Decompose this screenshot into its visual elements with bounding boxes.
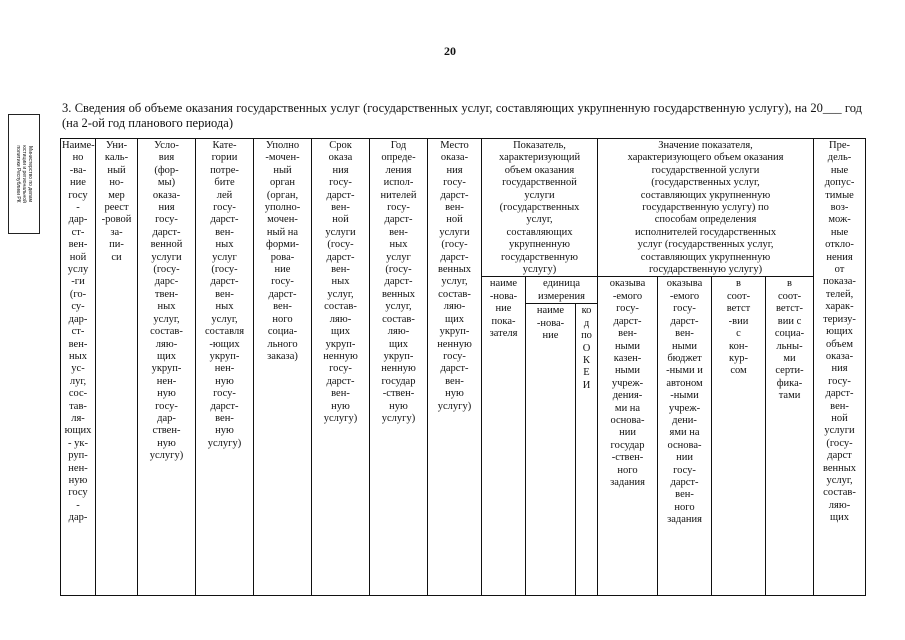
header-consumer-categories: Кате- гории потре- бите лей госу- дарст- вен- ных услуг (госу- дарст- вен- ных услуг, составля -ющих укруп- нен- ную госу- дарст- вен- ную услугу) <box>196 139 254 596</box>
header-value-group: Значение показателя, характеризующего объем оказания государственной услуги (государственных услуг, составляющих укрупненную государственную услугу) по способам определения исполнителей государственных услуг (государственных услуг, составляющих укрупненную государственную услугу) <box>598 139 814 277</box>
header-value-certificates: в соот- ветст- вии с социа- льны- ми серти- фика- тами <box>766 277 814 596</box>
stamp-line: юстиции и региональной <box>21 145 27 203</box>
header-indicator-group: Показатель, характеризующий объем оказания государственной услуги (государственных услуг, составляющих укрупненную государственную услугу) <box>482 139 598 277</box>
header-deviations: Пре- дель- ные допус- тимые воз- мож- ные откло- нения от показа- телей, харак- теризу- ющих объем оказа- ния госу- дарст- вен- ной услуги (госу- дарст венных услуг, состав- ляю- щих <box>814 139 866 596</box>
header-service-name: Наиме- но -ва- ние госу - дар- ст- вен- ной услу -ги (го- су- дар- ст- вен- ных ус- луг, сос- тав- ля- ющих - ук- руп- нен- ную госу - дар- <box>61 139 96 596</box>
header-unique-number: Уни- каль- ный но- мер реест -ровой за- пи- си <box>96 139 138 596</box>
header-service-term: Срок оказа ния госу- дарст- вен- ной услуги (госу- дарст- вен- ных услуг, состав- ляю- щих укруп- ненную госу- дарст- вен- ную услугу) <box>312 139 370 596</box>
header-value-budget-institutions: оказыва -емого госу- дарст- вен- ными бюджет -ными и автоном -ными учреж- дени- ями на основа- нии госу- дарст- вен- ного задания <box>658 277 712 596</box>
header-executor-year: Год опреде- ления испол- нителей госу- дарст- вен- ных услуг (госу- дарст- венных услуг, состав- ляю- щих укруп- ненную государ -ствен- ную услугу) <box>370 139 428 596</box>
header-indicator-name: наиме -нова- ние пока- зателя <box>482 277 526 596</box>
section-heading <box>62 101 862 131</box>
section-heading-line-2: услугу), на 20___ год (на 2-ой год планового периода) <box>62 101 862 130</box>
header-unit-name: наиме -нова- ние <box>526 304 576 596</box>
section-heading-line-1: 3. Сведения об объеме оказания государственных услуг (государственных услуг, составляющих укрупненную государственную <box>62 101 746 115</box>
header-unit: единица измерения <box>526 277 598 304</box>
stamp-line: политики Республики РК <box>15 145 21 203</box>
services-volume-table <box>60 138 866 596</box>
stamp-line: Министерство по делам <box>27 146 33 202</box>
header-conditions: Усло- вия (фор- мы) оказа- ния госу- дарст- венной услуги (госу- дарс- твен- ных услуг, состав- ляю- щих укруп- нен- ную госу- дар- ствен- ную услугу) <box>138 139 196 596</box>
header-value-state-institutions: оказыва -емого госу- дарст- вен- ными казен- ными учреж- дения- ми на основа- нии государ -ствен- ного задания <box>598 277 658 596</box>
header-value-competition: в соот- ветст -вии с кон- кур- сом <box>712 277 766 596</box>
registration-stamp <box>8 114 40 234</box>
header-okei-code: ко д по О К Е И <box>576 304 598 596</box>
header-authorized-body: Уполно -мочен- ный орган (орган, уполно- мочен- ный на форми- рова- ние госу- дарст- вен- ного социа- льного заказа) <box>254 139 312 596</box>
stamp-text <box>15 118 33 230</box>
page-number: 20 <box>444 44 456 58</box>
header-service-place: Место оказа- ния госу- дарст- вен- ной услуги (госу- дарст- венных услуг, состав- ляю- щих укруп- ненную госу- дарст- вен- ную услугу) <box>428 139 482 596</box>
